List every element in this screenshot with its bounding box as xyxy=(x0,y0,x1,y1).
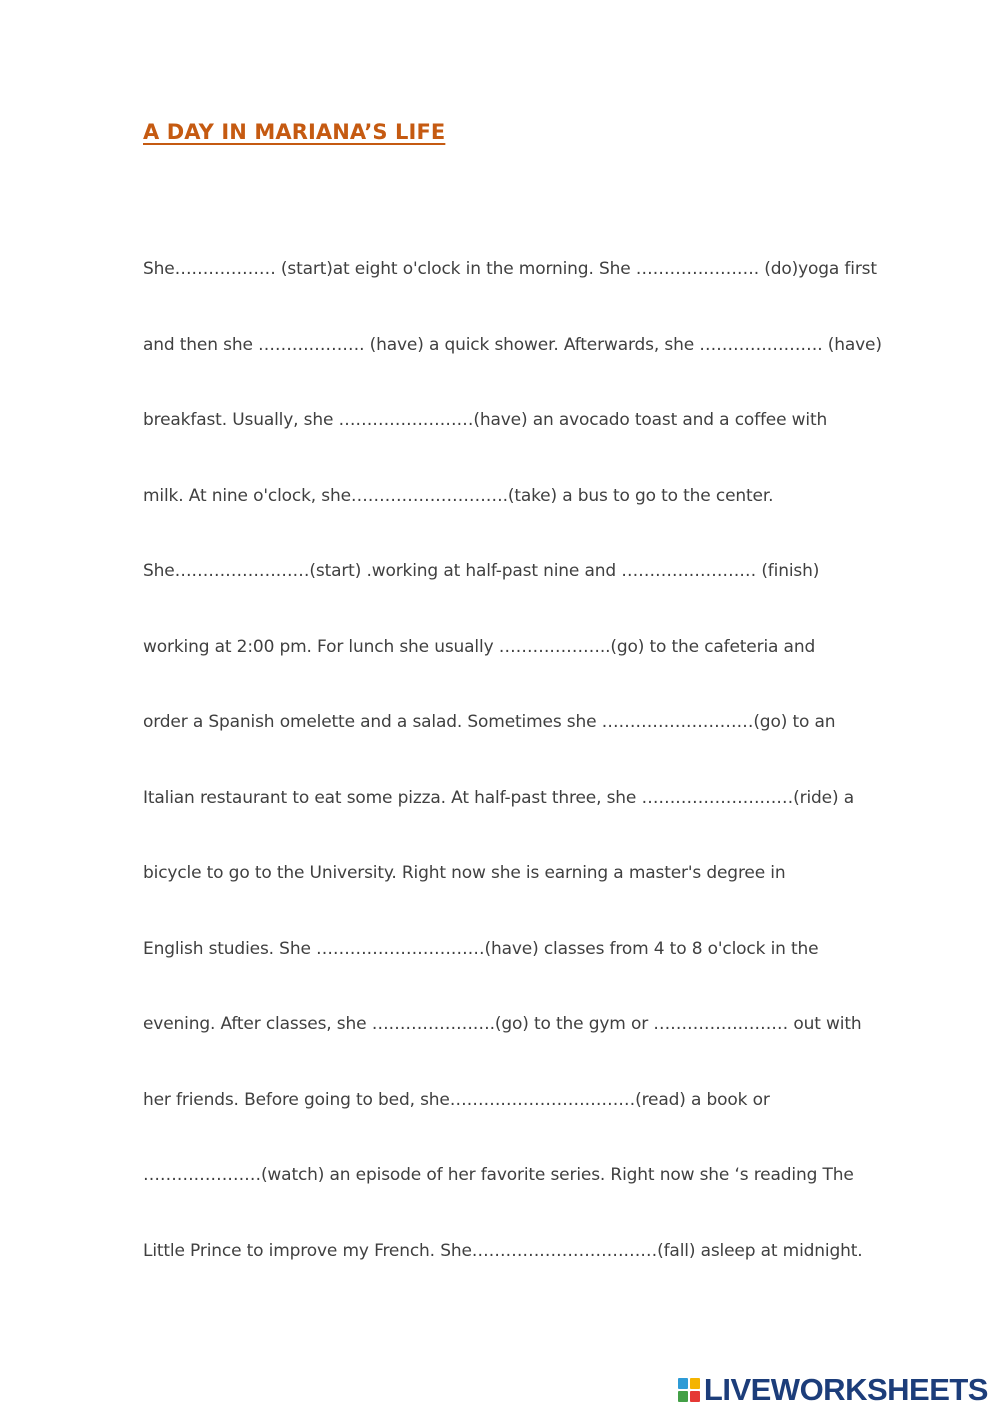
liveworksheets-logo-icon xyxy=(678,1378,700,1402)
text-line: …………………(watch) an episode of her favorite series. Right now she ‘s reading The xyxy=(143,1165,854,1185)
text-line: English studies. She …………………………(have) classes from 4 to 8 o'clock in the xyxy=(143,938,819,959)
text-line: order a Spanish omelette and a salad. Sometimes she ………………………(go) to an xyxy=(143,712,836,732)
text-line: breakfast. Usually, she ……………………(have) an avocado toast and a coffee with xyxy=(143,410,828,430)
text-line: and then she ………………. (have) a quick shower. Afterwards, she …………………. (have) xyxy=(143,334,882,355)
text-line: She……………… (start)at eight o'clock in the morning. She …………………. (do)yoga first xyxy=(143,259,877,279)
text-line: milk. At nine o'clock, she……………………….(take) a bus to go to the center. xyxy=(143,485,774,506)
worksheet-title: A DAY IN MARIANA’S LIFE xyxy=(143,120,446,144)
worksheet-body xyxy=(143,255,903,1312)
text-line: working at 2:00 pm. For lunch she usually ………………..(go) to the cafeteria and xyxy=(143,636,816,657)
text-line: She……………………(start) .working at half-past nine and …………………… (finish) xyxy=(143,561,820,581)
text-line: Italian restaurant to eat some pizza. At half-past three, she ………………………(ride) a xyxy=(143,787,854,808)
liveworksheets-branding xyxy=(678,1374,988,1406)
text-line: bicycle to go to the University. Right now she is earning a master's degree in xyxy=(143,863,786,883)
text-line: evening. After classes, she ………………….(go) to the gym or …………………… out with xyxy=(143,1014,862,1034)
text-line: Little Prince to improve my French. She……………………………(fall) asleep at midnight. xyxy=(143,1240,863,1261)
text-line: her friends. Before going to bed, she……………………………(read) a book or xyxy=(143,1089,770,1110)
liveworksheets-logo-text: LIVEWORKSHEETS xyxy=(703,1372,988,1407)
